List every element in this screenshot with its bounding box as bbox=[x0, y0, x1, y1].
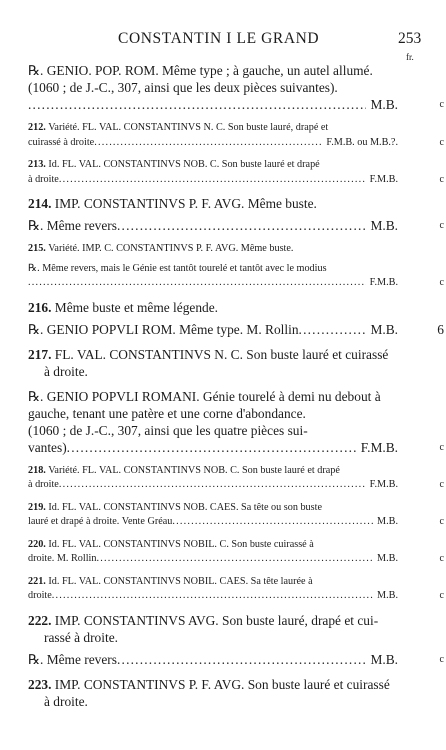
entry-value: F.M.B. bbox=[369, 277, 398, 288]
catalogue-entry bbox=[28, 217, 444, 234]
catalogue-entry bbox=[28, 575, 444, 604]
catalogue-entry bbox=[28, 501, 444, 530]
entry-text: IMP. CONSTANTINVS P. F. AVG. Même buste. bbox=[54, 196, 317, 211]
catalogue-entry bbox=[28, 538, 444, 567]
entry-value: M.B. bbox=[377, 553, 398, 564]
rarity-mark: c bbox=[439, 99, 444, 110]
entry-value: M.B. bbox=[377, 590, 398, 601]
catalogue-entries bbox=[28, 62, 444, 710]
rarity-mark: c bbox=[439, 590, 444, 601]
entry-text: Variété. FL. VAL. CONSTANTINVS NOB. C. Son buste lauré et drapé bbox=[48, 464, 340, 476]
entry-number: 216. bbox=[28, 299, 52, 315]
entry-text: Variété. FL. VAL. CONSTANTINVS N. C. Son buste lauré, drapé et bbox=[48, 122, 329, 133]
catalogue-entry bbox=[28, 651, 444, 668]
entry-number: 220. bbox=[28, 538, 46, 550]
entry-text: gauche, tenant une patère et une corne d'abondance. bbox=[28, 405, 306, 421]
entry-text: à droite bbox=[28, 479, 59, 490]
entry-value: M.B. bbox=[370, 651, 398, 667]
entry-text: (1060 ; de J.-C., 307, ainsi que les deux pièces suivantes). bbox=[28, 80, 338, 95]
entry-value: M.B. bbox=[377, 516, 398, 527]
rarity-mark: 6 bbox=[437, 321, 444, 337]
rarity-mark: c bbox=[439, 441, 444, 453]
rarity-mark: c bbox=[439, 553, 444, 564]
entry-text: ℞. Même revers, mais le Génie est tantôt tourelé et tantôt avec le modius bbox=[28, 262, 327, 274]
entry-number: 222. bbox=[28, 612, 52, 628]
entry-number: 215. bbox=[28, 243, 46, 254]
entry-number: 219. bbox=[28, 501, 46, 513]
entry-text: lauré et drapé à droite. Vente Gréau bbox=[28, 516, 173, 527]
entry-text: à droite. bbox=[44, 363, 88, 379]
entry-value: F.M.B. bbox=[369, 173, 398, 185]
entry-text: Id. FL. VAL. CONSTANTINVS NOBIL. CAES. Sa tête laurée à bbox=[48, 575, 313, 587]
catalogue-entry bbox=[28, 346, 398, 380]
entry-text: Id. FL. VAL. CONSTANTINVS NOB. C. Son buste lauré et drapé bbox=[48, 159, 320, 170]
entry-text: IMP. CONSTANTINVS AVG. Son buste lauré, drapé et cui- bbox=[54, 612, 379, 628]
entry-value: M.B. bbox=[370, 218, 398, 233]
rarity-mark: c bbox=[439, 136, 444, 148]
catalogue-entry bbox=[28, 121, 444, 150]
entry-value: M.B. bbox=[370, 321, 398, 337]
entry-value: M.B. bbox=[370, 97, 398, 112]
entry-text: ℞. GENIO. POP. ROM. Même type ; à gauche, un autel allumé. bbox=[28, 63, 373, 78]
catalogue-entry bbox=[28, 299, 398, 316]
entry-text: (1060 ; de J.-C., 307, ainsi que les quatre pièces sui- bbox=[28, 422, 308, 438]
entry-text: vantes) bbox=[28, 439, 67, 455]
entry-text: droite bbox=[28, 590, 52, 601]
entry-text: Id. FL. VAL. CONSTANTINVS NOBIL. C. Son buste cuirassé à bbox=[48, 538, 314, 550]
entry-text: cuirassé à droite bbox=[28, 136, 95, 148]
entry-text: ℞. GENIO POPVLI ROM. Même type. M. Rollin bbox=[28, 321, 299, 337]
rarity-mark: c bbox=[439, 173, 444, 185]
price-unit-label: fr. bbox=[406, 52, 414, 62]
entry-number: 217. bbox=[28, 346, 52, 362]
rarity-mark: c bbox=[439, 220, 444, 231]
entry-value: F.M.B. ou M.B.?. bbox=[326, 136, 398, 148]
catalogue-entry bbox=[28, 158, 444, 187]
running-title: CONSTANTIN I LE GRAND bbox=[118, 30, 320, 47]
rarity-mark: c bbox=[439, 516, 444, 527]
entry-number: 212. bbox=[28, 122, 46, 133]
entry-value: F.M.B. bbox=[369, 479, 398, 490]
rarity-mark: c bbox=[439, 479, 444, 490]
entry-value: F.M.B. bbox=[360, 439, 398, 455]
entry-number: 223. bbox=[28, 676, 52, 692]
entry-text: Id. FL. VAL. CONSTANTINVS NOB. CAES. Sa tête ou son buste bbox=[48, 501, 322, 513]
entry-text: droite. M. Rollin bbox=[28, 553, 97, 564]
catalogue-entry bbox=[28, 262, 444, 291]
entry-number: 218. bbox=[28, 464, 46, 476]
catalogue-entry bbox=[28, 242, 398, 257]
entry-number: 213. bbox=[28, 159, 46, 170]
entry-text: FL. VAL. CONSTANTINVS N. C. Son buste lauré et cuirassé bbox=[54, 346, 389, 362]
catalogue-entry bbox=[28, 195, 398, 212]
entry-number: 221. bbox=[28, 575, 46, 587]
catalogue-entry bbox=[28, 62, 444, 113]
entry-text: ℞. Même revers bbox=[28, 651, 117, 667]
entry-text: rassé à droite. bbox=[44, 629, 118, 645]
entry-text: ℞. Même revers bbox=[28, 218, 117, 233]
entry-number: 214. bbox=[28, 196, 52, 211]
catalogue-entry bbox=[28, 464, 444, 493]
page-number: 253 bbox=[398, 30, 422, 47]
catalogue-entry bbox=[28, 321, 444, 338]
entry-text: Même buste et même légende. bbox=[54, 299, 219, 315]
rarity-mark: c bbox=[439, 653, 444, 665]
page-header bbox=[0, 30, 446, 62]
entry-text: à droite. bbox=[44, 693, 88, 709]
catalogue-entry bbox=[28, 676, 398, 710]
entry-text: Variété. IMP. C. CONSTANTINVS P. F. AVG. Même buste. bbox=[48, 243, 294, 254]
rarity-mark: c bbox=[439, 277, 444, 288]
entry-text: IMP. CONSTANTINVS P. F. AVG. Son buste lauré et cuirassé bbox=[54, 676, 390, 692]
catalogue-entry bbox=[28, 612, 398, 646]
entry-text: à droite bbox=[28, 173, 59, 185]
entry-text: ℞. GENIO POPVLI ROMANI. Génie tourelé à demi nu debout à bbox=[28, 388, 381, 404]
catalogue-entry bbox=[28, 388, 444, 456]
